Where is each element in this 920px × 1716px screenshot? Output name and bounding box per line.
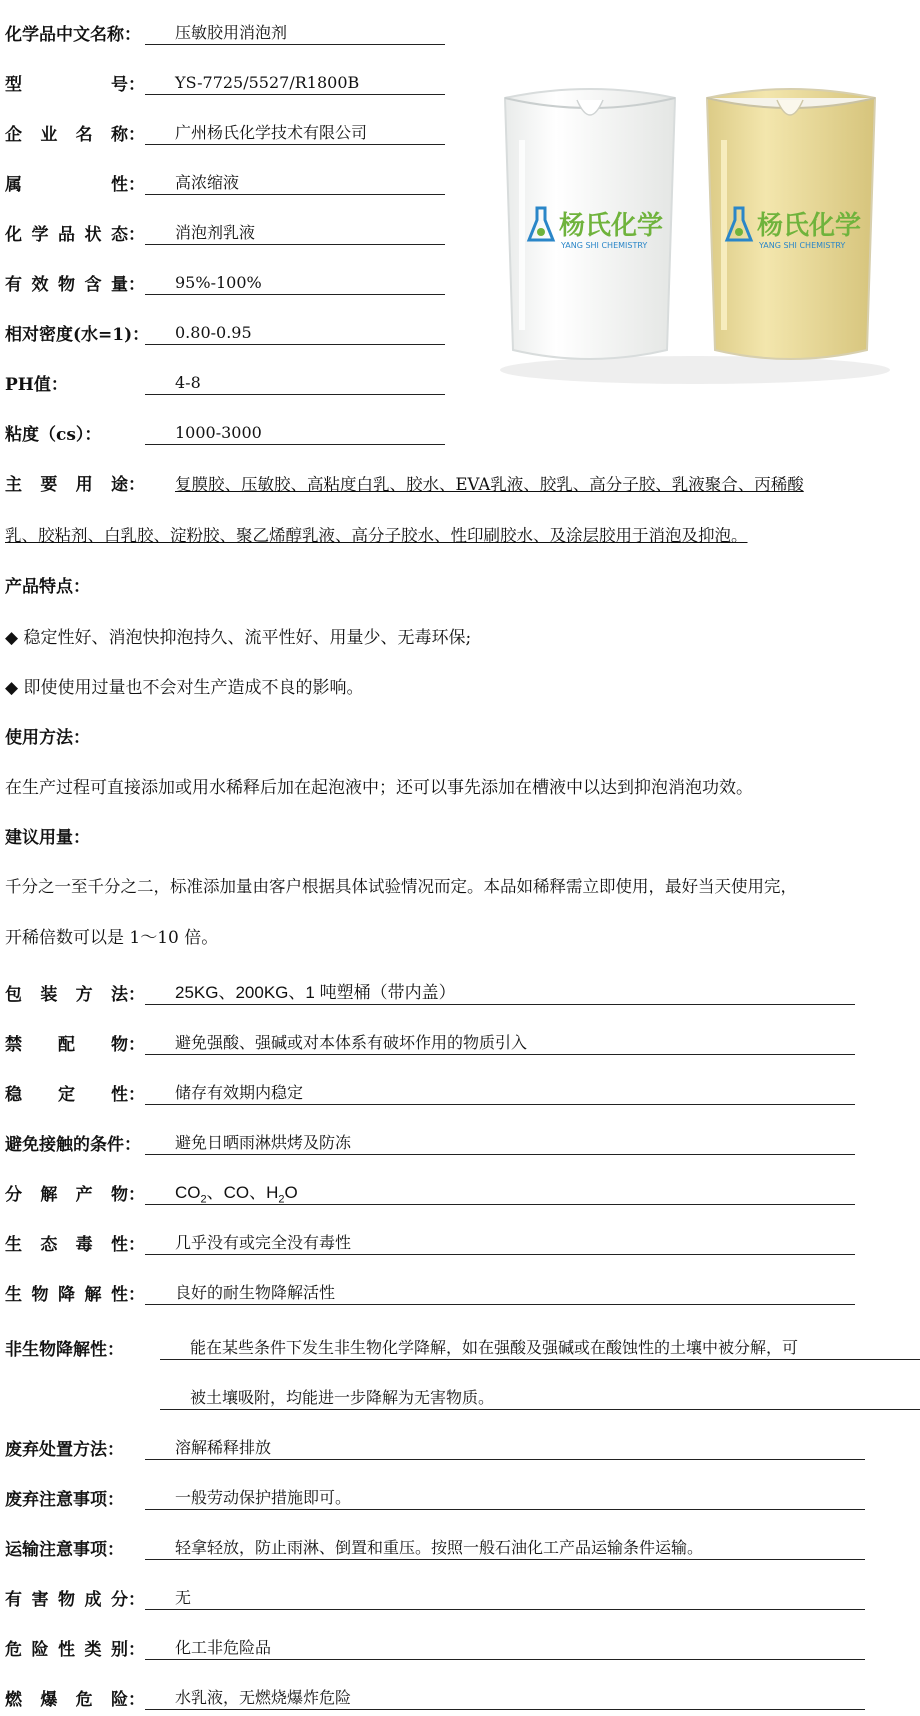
beakers-illustration — [495, 70, 900, 390]
field-row — [5, 1275, 855, 1305]
field-label: 禁 配 物： — [5, 1035, 145, 1055]
field-value: 压敏胶用消泡剂 — [145, 22, 445, 45]
field-value: 轻拿轻放，防止雨淋、倒置和重压。按照一般石油化工产品运输条件运输。 — [145, 1537, 865, 1560]
field-label: 废弃注意事项： — [5, 1490, 124, 1510]
field-label: 有 害 物 成 分： — [5, 1590, 145, 1610]
field-label: 型 号： — [5, 75, 145, 95]
field-label: 企 业 名 称： — [5, 125, 145, 145]
field-label: 废弃处置方法： — [5, 1440, 124, 1460]
method-text: 在生产过程可直接添加或用水稀释后加在起泡液中；还可以事先添加在槽液中以达到抑泡消泡功效。 — [5, 778, 753, 798]
field-value: 0.80-0.95 — [145, 322, 445, 345]
field-label: 化学品中文名称： — [5, 25, 141, 45]
field-value: 25KG、200KG、1 吨塑桶（带内盖） — [145, 982, 855, 1005]
field-row — [5, 365, 445, 395]
field-label: 燃 爆 危 险： — [5, 1690, 145, 1710]
field-value: 避免日晒雨淋烘烤及防冻 — [145, 1132, 855, 1155]
features-heading: 产品特点： — [5, 577, 90, 597]
field-row — [5, 1225, 855, 1255]
field-value: 避免强酸、强碱或对本体系有破坏作用的物质引入 — [145, 1032, 855, 1055]
field-value: $CO_2$、CO、$H_2O$ — [145, 1182, 855, 1205]
field-row — [5, 415, 445, 445]
field-value: 储存有效期内稳定 — [145, 1082, 855, 1105]
field-label: 危 险 性 类 别： — [5, 1640, 145, 1660]
field-value: 被土壤吸附，均能进一步降解为无害物质。 — [160, 1387, 920, 1410]
brand-name: 杨氏化学 — [559, 211, 664, 241]
field-label: 生 物 降 解 性： — [5, 1285, 145, 1305]
field-label: 分 解 产 物： — [5, 1185, 145, 1205]
field-value: 化工非危险品 — [145, 1637, 865, 1660]
field-row — [5, 1630, 865, 1660]
field-row — [5, 1480, 865, 1510]
field-value: YS-7725/5527/R1800B — [145, 72, 445, 95]
field-label: 粘度（cs）： — [5, 425, 102, 445]
dosage-line-2: 开稀倍数可以是 1～10 倍。 — [5, 928, 219, 948]
field-row — [5, 315, 445, 345]
field-row — [5, 1580, 865, 1610]
field-value: 高浓缩液 — [145, 172, 445, 195]
field-row — [5, 1125, 855, 1155]
brand-name: 杨氏化学 — [757, 211, 862, 241]
field-label: 化 学 品 状 态： — [5, 225, 145, 245]
field-row — [5, 1025, 855, 1055]
field-label: 生 态 毒 性： — [5, 1235, 145, 1255]
usage-label: 主 要 用 途： — [5, 475, 145, 495]
field-row — [5, 1680, 865, 1710]
field-value: 溶解稀释排放 — [145, 1437, 865, 1460]
field-row — [5, 1075, 855, 1105]
field-value: 几乎没有或完全没有毒性 — [145, 1232, 855, 1255]
field-row — [5, 265, 445, 295]
nonbio-row — [5, 1330, 920, 1360]
field-label: 包 装 方 法： — [5, 985, 145, 1005]
field-label: 稳 定 性： — [5, 1085, 145, 1105]
field-label: 有 效 物 含 量： — [5, 275, 145, 295]
method-heading: 使用方法： — [5, 728, 90, 748]
field-label: 运输注意事项： — [5, 1540, 124, 1560]
field-value: 广州杨氏化学技术有限公司 — [145, 122, 445, 145]
field-row — [5, 115, 445, 145]
field-value: 良好的耐生物降解活性 — [145, 1282, 855, 1305]
dosage-line-1: 千分之一至千分之二，标准添加量由客户根据具体试验情况而定。本品如稀释需立即使用，最好当天使用完， — [5, 877, 797, 896]
field-label: 属 性： — [5, 175, 145, 195]
brand-sub: YANG SHI CHEMISTRY — [561, 241, 648, 250]
product-image — [495, 70, 900, 390]
field-row — [5, 165, 445, 195]
usage-row — [5, 465, 804, 495]
field-label: 非生物降解性： — [5, 1340, 124, 1360]
nonbio-row-2 — [160, 1380, 920, 1410]
field-value: 消泡剂乳液 — [145, 222, 445, 245]
field-label: 相对密度(水=1)： — [5, 325, 150, 345]
dosage-heading: 建议用量： — [5, 828, 90, 848]
brand-sub: YANG SHI CHEMISTRY — [759, 241, 846, 250]
feature-item: ◆ 稳定性好、消泡快抑泡持久、流平性好、用量少、无毒环保; — [5, 628, 472, 648]
field-label: 避免接触的条件： — [5, 1135, 141, 1155]
field-label: PH值： — [5, 375, 68, 395]
field-row — [5, 1430, 865, 1460]
usage-line-1: 复膜胶、压敏胶、高粘度白乳、胶水、EVA乳液、胶乳、高分子胶、乳液聚合、丙稀酸 — [175, 475, 804, 494]
field-value: 水乳液，无燃烧爆炸危险 — [145, 1687, 865, 1710]
field-row — [5, 1175, 855, 1205]
field-value: 一般劳动保护措施即可。 — [145, 1487, 865, 1510]
field-row — [5, 975, 855, 1005]
field-value: 1000-3000 — [145, 422, 445, 445]
field-row — [5, 65, 445, 95]
field-row — [5, 215, 445, 245]
field-row — [5, 15, 445, 45]
field-value: 95%-100% — [145, 272, 445, 295]
feature-item: ◆ 即使使用过量也不会对生产造成不良的影响。 — [5, 678, 364, 698]
field-value: 4-8 — [145, 372, 445, 395]
field-value: 能在某些条件下发生非生物化学降解，如在强酸及强碱或在酸蚀性的土壤中被分解，可 — [160, 1337, 920, 1360]
field-value: 无 — [145, 1587, 865, 1610]
field-row — [5, 1530, 865, 1560]
usage-line-2: 乳、胶粘剂、白乳胶、淀粉胶、聚乙烯醇乳液、高分子胶水、性印刷胶水、及涂层胶用于消泡及抑泡。 — [5, 526, 748, 545]
